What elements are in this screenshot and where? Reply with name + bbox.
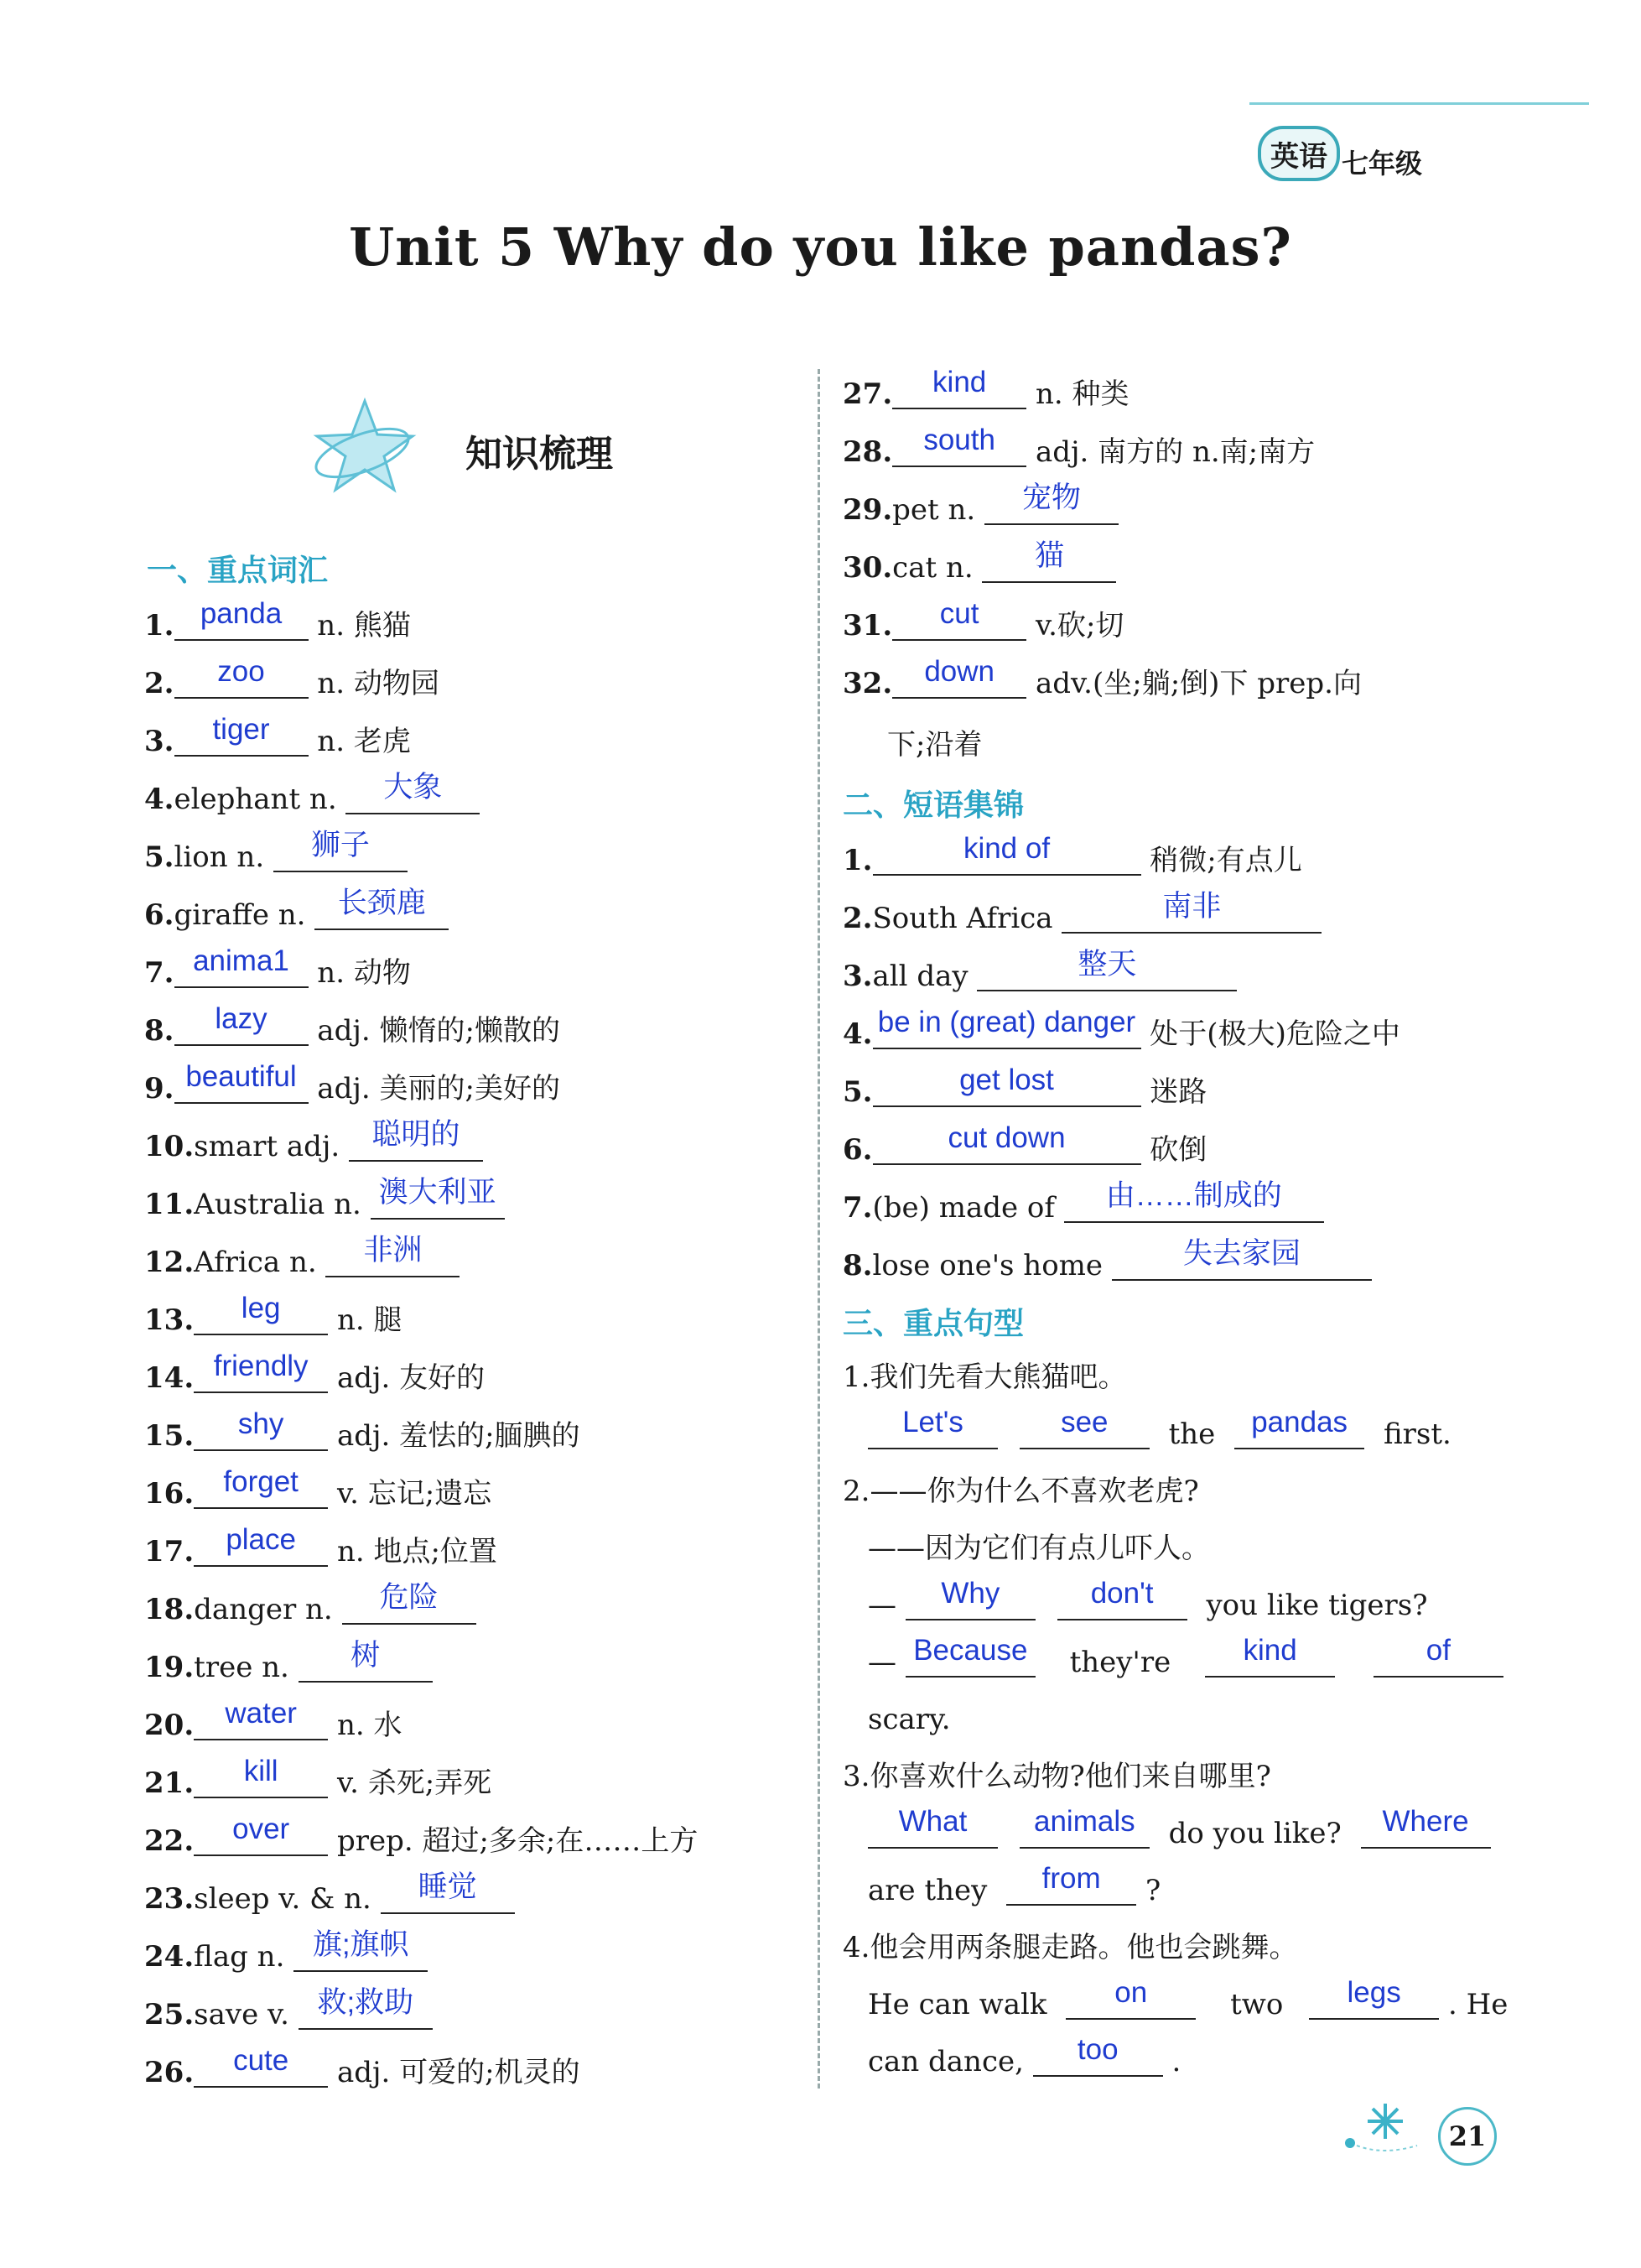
blank [194,2044,328,2088]
blank [371,1176,505,1220]
blank [1205,1634,1335,1678]
list-item [843,1064,1207,1117]
item-meaning: 迷路 [1140,1075,1207,1109]
list-item [144,1928,428,1982]
sentence-text: the [1168,1418,1216,1451]
vocab32-continued: 下;沿着 [887,728,983,762]
item-meaning: adj. 友好的 [328,1361,486,1395]
subject-label: 英语 [1270,139,1327,174]
blank [1057,1577,1187,1620]
list-item [843,890,1322,944]
answer: see [1061,1406,1109,1438]
blank [873,1064,1141,1107]
blank [906,1634,1036,1678]
answer: 旗;旗帜 [312,1928,409,1961]
blank [299,1986,433,2030]
answer: forget [223,1465,299,1498]
sentence-text: ? [1145,1874,1161,1907]
item-prompt: (be) made of [872,1191,1064,1225]
blank [982,539,1116,583]
item-meaning: adj. 羞怯的;腼腆的 [328,1419,580,1453]
item-meaning: v. 忘记;遗忘 [328,1477,492,1511]
list-item [144,1870,515,1924]
answer: down [924,655,994,688]
item-prompt: flag n. [194,1940,294,1974]
list-item [843,1237,1372,1291]
blank [1309,1976,1439,2020]
sentence-text: you like tigers? [1206,1589,1428,1622]
flower-icon [1333,2097,1425,2156]
blank [174,944,309,988]
page-number: 21 [1438,2107,1497,2166]
answer: cute [233,2044,289,2077]
item-number: 6. [843,1133,873,1167]
item-number: 6. [144,898,174,932]
list-item [843,366,1129,419]
answer: 狮子 [310,829,370,861]
answer: shy [237,1407,284,1440]
list-item [144,1002,560,1056]
list-item [144,1118,483,1172]
answer: Let's [902,1406,963,1438]
answer: animals [1034,1805,1135,1838]
item-number: 29. [843,493,893,527]
sentence-1-en [868,1406,1451,1459]
blank [1112,1237,1372,1281]
answer: 大象 [383,771,443,804]
list-item [144,655,439,709]
blank [174,1060,309,1104]
item-number: 2. [144,667,174,700]
item-number: 2. [843,902,873,935]
item-number: 21. [144,1766,195,1800]
blank [174,1002,309,1046]
item-number: 16. [144,1477,195,1511]
blank [892,597,1026,641]
sentence-text: two [1230,1988,1284,2021]
answer: kind of [963,832,1051,865]
blank [325,1234,460,1277]
item-number: 28. [843,435,893,469]
answer: 危险 [379,1581,439,1614]
item-number: 8. [843,1249,873,1282]
item-number: 25. [144,1998,195,2031]
item-number: 23. [144,1882,195,1916]
item-number: 5. [843,1075,873,1109]
list-item [144,1813,698,1866]
answer: leg [241,1292,281,1324]
list-item [144,1350,486,1403]
blank [1064,1179,1324,1223]
blank [194,1350,328,1393]
header-rule [1249,102,1589,105]
blank [1020,1406,1150,1449]
sentence-text: are they [868,1874,988,1907]
answer: from [1041,1862,1101,1895]
list-item [843,1179,1324,1233]
blank [293,1928,428,1972]
item-meaning: n. 腿 [328,1303,402,1337]
blank [194,1407,328,1451]
answer: over [232,1813,290,1845]
blank [314,887,449,930]
sentence-3-cn: 3.你喜欢什么动物?他们来自哪里? [843,1760,1271,1793]
item-meaning: adj. 美丽的;美好的 [308,1072,560,1105]
answer: tiger [212,713,270,746]
blank [1361,1805,1491,1849]
item-number: 18. [144,1593,195,1626]
list-item [144,1234,460,1287]
item-number: 1. [144,609,174,642]
item-number: 4. [843,1017,873,1051]
item-number: 7. [144,956,174,990]
list-item [843,539,1116,593]
item-number: 14. [144,1361,195,1395]
blank [873,1006,1141,1049]
blank [194,1292,328,1335]
blank [174,597,309,641]
list-item [843,1006,1400,1059]
sentence-2-en-a: — Because they're kind of [868,1637,1503,1688]
item-prompt: Africa n. [194,1246,326,1279]
blank [1033,2033,1163,2077]
item-number: 17. [144,1535,195,1568]
item-meaning: adj. 南方的 n.南;南方 [1026,435,1316,469]
item-number: 10. [144,1130,195,1163]
answer: panda [200,597,283,630]
item-meaning: adj. 可爱的;机灵的 [328,2056,580,2089]
phrases-heading: 二、短语集锦 [843,788,1025,823]
list-item [144,887,449,940]
item-prompt: South Africa [872,902,1062,935]
blank [349,1118,483,1162]
list-item [144,713,411,767]
item-prompt: Australia n. [194,1188,371,1221]
page-title: Unit 5 Why do you like pandas? [349,216,1292,278]
answer: legs [1347,1976,1401,2009]
list-item [843,597,1124,651]
blank [381,1870,515,1914]
answer: anima1 [193,944,289,977]
item-number: 32. [843,667,893,700]
blank [194,1523,328,1567]
list-item [144,1986,433,2040]
list-item [144,597,411,651]
item-prompt: giraffe n. [174,898,315,932]
item-meaning: adj. 懒惰的;懒散的 [308,1014,560,1048]
item-meaning: prep. 超过;多余;在……上方 [328,1824,698,1858]
answer: south [923,424,995,456]
item-number: 1. [843,844,873,877]
answer: kill [243,1755,278,1787]
blank [174,655,309,699]
item-meaning: 处于(极大)危险之中 [1140,1017,1400,1051]
item-meaning: n. 动物园 [308,667,439,700]
item-meaning: 砍倒 [1140,1133,1207,1167]
item-prompt: smart adj. [194,1130,350,1163]
blank [345,771,480,814]
blank [194,1465,328,1509]
star-icon [310,394,419,495]
list-item [144,1060,560,1114]
sentence-4-en [868,1976,1509,2030]
answer: water [225,1697,297,1730]
item-meaning: v.砍;切 [1026,609,1124,642]
list-item [144,771,480,824]
blank [194,1697,328,1740]
item-meaning: n. 熊猫 [308,609,411,642]
list-item [843,481,1119,535]
item-prompt: lose one's home [872,1249,1112,1282]
list-item [144,1176,505,1230]
blank [1234,1406,1364,1449]
sentence-2-en-cont: scary. [868,1703,951,1736]
answer: 救;救助 [317,1986,414,2019]
answer: zoo [217,655,265,688]
answer: place [226,1523,296,1556]
blank [299,1639,433,1683]
blank [1066,1976,1196,2020]
list-item [144,1581,476,1635]
item-prompt: save v. [194,1998,299,2031]
answer: Where [1382,1805,1469,1838]
blank [977,948,1237,991]
blank [1006,1862,1136,1906]
item-prompt: cat n. [892,551,983,585]
answer: kind [1243,1634,1297,1667]
sentence-text: . [1171,2045,1181,2078]
sentence-4-cn: 4.他会用两条腿走路。他也会跳舞。 [843,1931,1298,1964]
blank [873,832,1141,876]
list-item [144,1523,497,1577]
answer: cut down [948,1121,1066,1154]
answer: What [898,1805,968,1838]
blank [868,1805,998,1849]
blank [174,713,309,757]
answer: 长颈鹿 [337,887,426,919]
answer: 澳大利亚 [378,1176,496,1209]
section-title: 知识梳理 [465,433,613,476]
list-item [843,832,1302,886]
blank [868,1406,998,1449]
sentence-text: He can walk [868,1988,1047,2021]
item-number: 19. [144,1651,195,1684]
answer: of [1425,1634,1451,1667]
item-prompt: all day [872,960,978,993]
subject-badge [1258,126,1340,181]
answer: 睡觉 [418,1870,477,1903]
sentence-1-cn: 1.我们先看大熊猫吧。 [843,1360,1127,1394]
answer: be in (great) danger [877,1006,1136,1038]
list-item [144,944,411,998]
list-item [843,948,1237,1001]
item-number: 13. [144,1303,195,1337]
column-divider [818,369,820,2089]
answer: friendly [213,1350,309,1382]
item-number: 26. [144,2056,195,2089]
list-item [144,1755,492,1808]
item-meaning: n. 老虎 [308,725,411,758]
item-meaning: 稍微;有点儿 [1140,844,1302,877]
blank [984,481,1119,525]
list-item [843,1121,1207,1175]
list-item [144,1697,402,1750]
item-number: 20. [144,1709,195,1742]
answer: too [1077,2033,1119,2066]
item-prompt: elephant n. [174,783,346,816]
item-meaning: adv.(坐;躺;倒)下 prep.向 [1026,667,1362,700]
sentence-2-en-q: — Why don't you like tigers? [868,1577,1428,1622]
blank [273,829,408,872]
item-meaning: n. 动物 [308,956,411,990]
item-meaning: v. 杀死;弄死 [328,1766,492,1800]
sentence-4-en-cont [868,2033,1181,2087]
answer: cut [939,597,979,630]
answer: 宠物 [1022,481,1082,514]
item-number: 8. [144,1014,174,1048]
answer: 失去家园 [1182,1237,1301,1270]
answer: beautiful [185,1060,297,1093]
answer: lazy [215,1002,267,1035]
item-number: 3. [843,960,873,993]
item-prompt: pet n. [892,493,985,527]
blank [906,1577,1036,1620]
sentence-text: can dance, [868,2045,1024,2078]
blank [1374,1634,1503,1678]
blank [873,1121,1141,1165]
item-number: 12. [144,1246,195,1279]
blank [892,424,1026,467]
item-number: 30. [843,551,893,585]
blank [1020,1805,1150,1849]
blank [892,366,1026,409]
item-meaning: n. 水 [328,1709,402,1742]
answer: 由……制成的 [1105,1179,1282,1212]
sentence-text: do you like? [1168,1817,1342,1850]
blank [1062,890,1322,934]
answer: don't [1090,1577,1154,1610]
answer: Why [941,1577,1000,1610]
answer: 整天 [1078,948,1137,981]
sentence-2-cn-q: 2.——你为什么不喜欢老虎? [843,1475,1199,1508]
answer: kind [932,366,987,398]
list-item [144,829,408,882]
answer: Because [913,1634,1028,1667]
answer: 非洲 [363,1234,423,1267]
vocab-heading: 一、重点词汇 [147,554,329,588]
list-item [843,424,1316,477]
list-item [144,1639,433,1693]
sentences-heading: 三、重点句型 [843,1307,1025,1341]
item-number: 22. [144,1824,195,1858]
sentence-text: . He [1447,1988,1509,2021]
sentence-2-cn-a: ——因为它们有点儿吓人。 [868,1532,1210,1565]
item-number: 24. [144,1940,195,1974]
item-number: 15. [144,1419,195,1453]
answer: get lost [959,1064,1054,1096]
item-number: 27. [843,377,893,411]
answer: 树 [351,1639,381,1672]
answer: 聪明的 [371,1118,460,1151]
item-number: 11. [144,1188,195,1221]
item-prompt: sleep v. & n. [194,1882,381,1916]
list-item [843,655,1362,709]
item-number: 3. [144,725,174,758]
item-number: 4. [144,783,174,816]
item-number: 9. [144,1072,174,1105]
blank [194,1755,328,1798]
item-meaning: n. 地点;位置 [328,1535,497,1568]
item-prompt: danger n. [194,1593,342,1626]
blank [892,655,1026,699]
sentence-3-en [868,1805,1491,1859]
sentence-text: first. [1383,1418,1451,1451]
list-item [144,2044,580,2098]
blank [342,1581,476,1625]
item-number: 7. [843,1191,873,1225]
answer: on [1114,1976,1148,2009]
answer: pandas [1251,1406,1348,1438]
list-item [144,1465,492,1519]
answer: 猫 [1034,539,1064,572]
sentence-3-en-cont [868,1862,1161,1916]
list-item [144,1407,580,1461]
item-number: 31. [843,609,893,642]
sentence-text: they're [1069,1646,1171,1679]
grade-label: 七年级 [1342,148,1423,179]
item-prompt: lion n. [174,840,273,874]
item-number: 5. [144,840,174,874]
blank [194,1813,328,1856]
answer: 南非 [1162,890,1222,923]
list-item [144,1292,402,1345]
item-meaning: n. 种类 [1026,377,1129,411]
item-prompt: tree n. [194,1651,299,1684]
